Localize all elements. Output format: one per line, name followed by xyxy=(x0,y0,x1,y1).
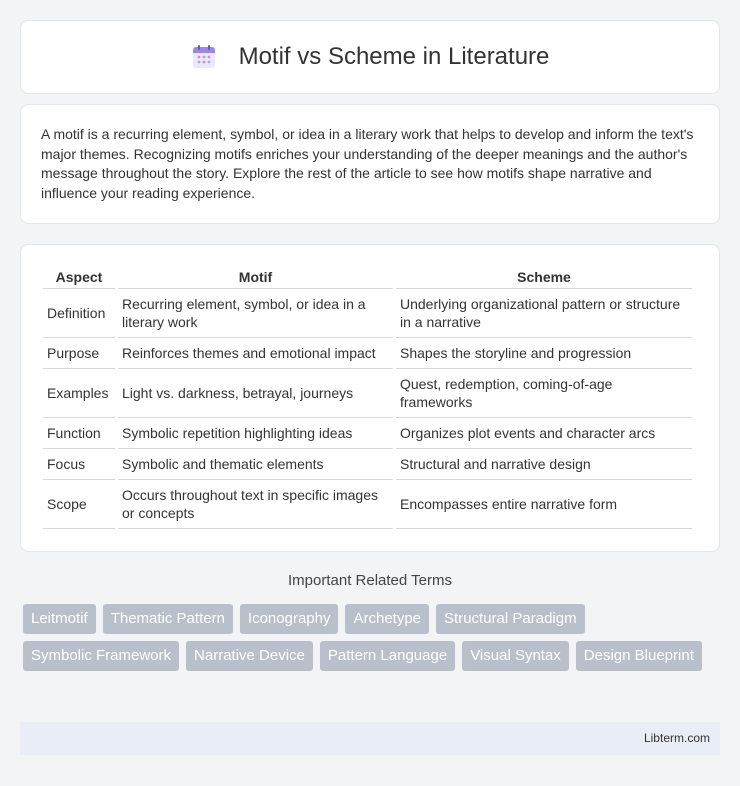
related-terms-list xyxy=(23,604,723,671)
table-row xyxy=(43,289,692,338)
tag-iconography[interactable]: Iconography xyxy=(240,604,339,634)
table-row xyxy=(43,449,692,480)
table-row xyxy=(43,369,692,418)
header-card xyxy=(20,20,720,94)
tag-design-blueprint[interactable]: Design Blueprint xyxy=(576,641,702,671)
tag-symbolic-framework[interactable]: Symbolic Framework xyxy=(23,641,179,671)
cell-motif: Light vs. darkness, betrayal, journeys xyxy=(118,369,393,418)
cell-scheme: Underlying organizational pattern or structure in a narrative xyxy=(396,289,692,338)
cell-aspect: Scope xyxy=(43,480,115,529)
footer xyxy=(20,722,720,755)
cell-scheme: Organizes plot events and character arcs xyxy=(396,418,692,449)
cell-aspect: Examples xyxy=(43,369,115,418)
table-header-row xyxy=(43,265,692,289)
page-title: Motif vs Scheme in Literature xyxy=(238,43,550,70)
comparison-table-card xyxy=(20,244,720,552)
tag-leitmotif[interactable]: Leitmotif xyxy=(23,604,96,634)
tag-structural-paradigm[interactable]: Structural Paradigm xyxy=(436,604,585,634)
table-row xyxy=(43,338,692,369)
cell-scheme: Encompasses entire narrative form xyxy=(396,480,692,529)
tag-pattern-language[interactable]: Pattern Language xyxy=(320,641,455,671)
cell-motif: Recurring element, symbol, or idea in a literary work xyxy=(118,289,393,338)
footer-site-link[interactable]: Libterm.com xyxy=(643,731,710,745)
cell-aspect: Function xyxy=(43,418,115,449)
cell-motif: Occurs throughout text in specific images or concepts xyxy=(118,480,393,529)
cell-aspect: Purpose xyxy=(43,338,115,369)
cell-scheme: Shapes the storyline and progression xyxy=(396,338,692,369)
cell-motif: Symbolic and thematic elements xyxy=(118,449,393,480)
cell-motif: Symbolic repetition highlighting ideas xyxy=(118,418,393,449)
table-row xyxy=(43,480,692,529)
cell-aspect: Focus xyxy=(43,449,115,480)
comparison-table xyxy=(40,265,695,529)
header-scheme: Scheme xyxy=(396,265,692,289)
related-terms-title: Important Related Terms xyxy=(288,572,452,589)
cell-scheme: Quest, redemption, coming-of-age frameworks xyxy=(396,369,692,418)
intro-card xyxy=(20,104,720,224)
tag-narrative-device[interactable]: Narrative Device xyxy=(186,641,313,671)
tag-archetype[interactable]: Archetype xyxy=(345,604,429,634)
cell-aspect: Definition xyxy=(43,289,115,338)
table-row xyxy=(43,418,692,449)
tag-thematic-pattern[interactable]: Thematic Pattern xyxy=(103,604,233,634)
cell-motif: Reinforces themes and emotional impact xyxy=(118,338,393,369)
header-motif: Motif xyxy=(118,265,393,289)
tag-visual-syntax[interactable]: Visual Syntax xyxy=(462,641,569,671)
header-aspect: Aspect xyxy=(43,265,115,289)
intro-text: A motif is a recurring element, symbol, or idea in a literary work that helps to develop and inform the text's major themes. Recognizing motifs enriches your understanding of the deeper meanings and the author's message throughout the story. Explore the rest of the article to see how motifs shape narrative and influence your reading experience. xyxy=(41,126,694,201)
cell-scheme: Structural and narrative design xyxy=(396,449,692,480)
calendar-icon xyxy=(191,44,217,70)
